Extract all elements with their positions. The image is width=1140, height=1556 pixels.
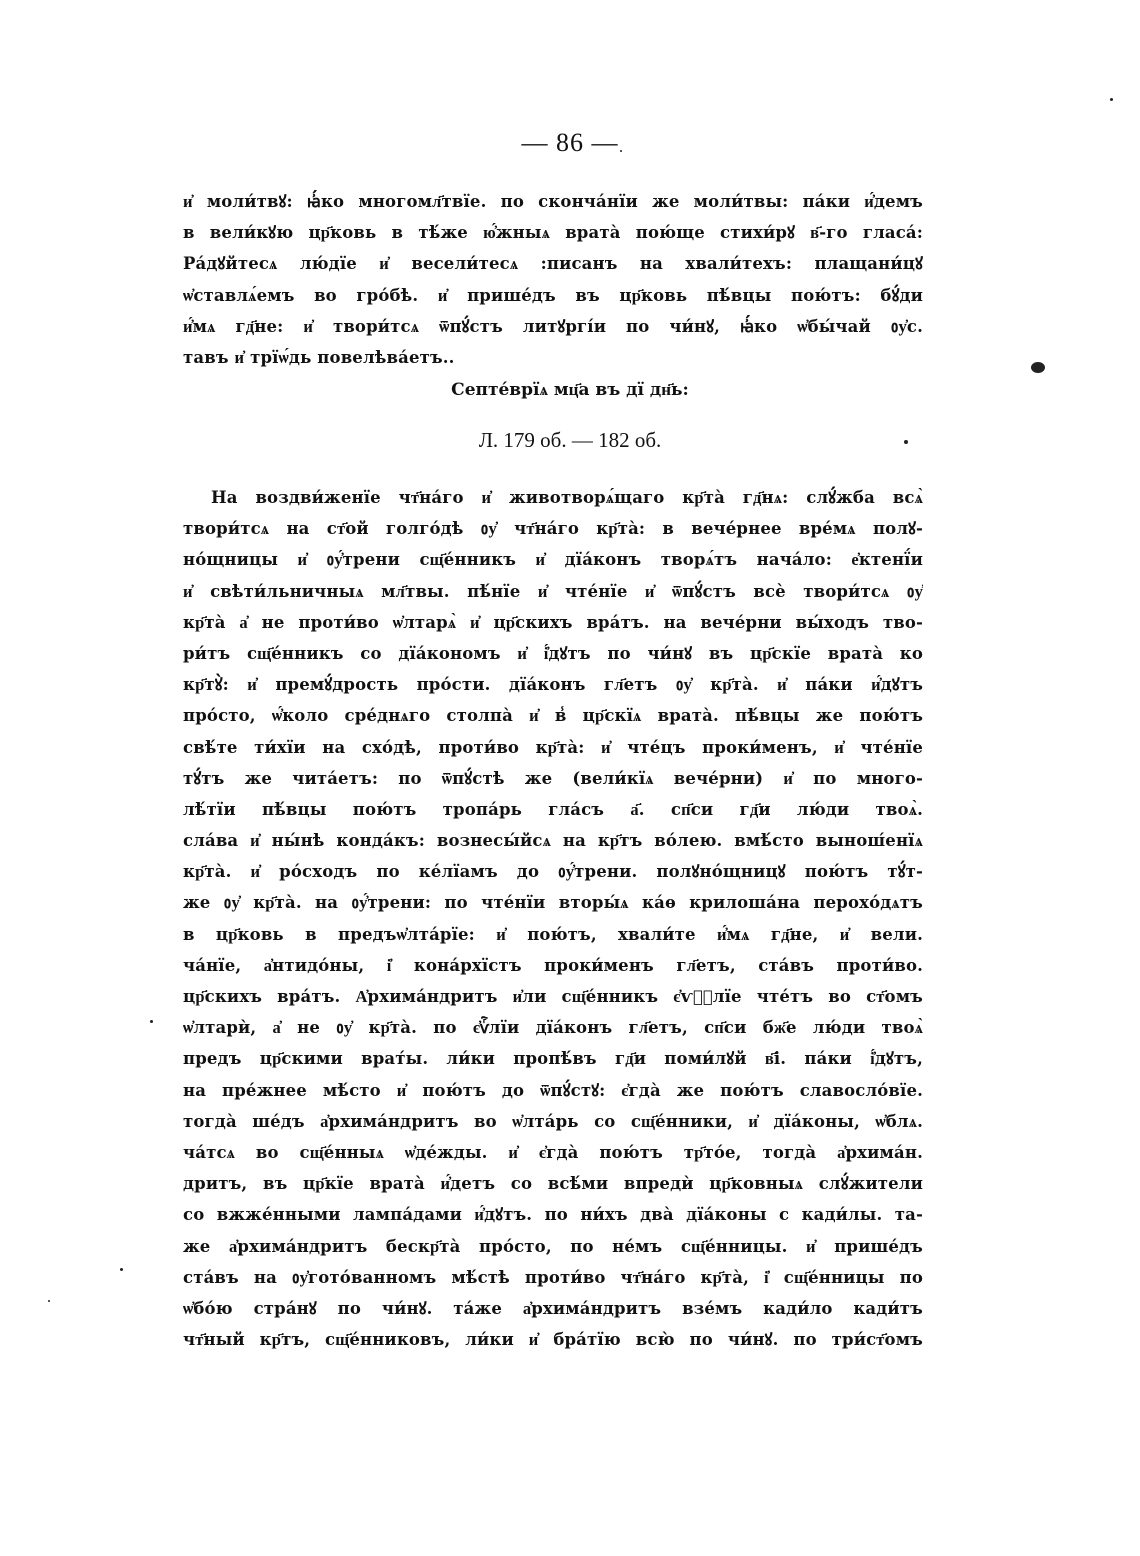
text-line: в вели́кꙋю цр҃ковь в тѣ́же ю҆́жныѧ врата̀ пою́ще стихи́рꙋ в҃-го гласа́: xyxy=(183,223,923,243)
text-line: же а҆рхима́ндритъ бескр҃та̀ про́сто, по не́мъ сщ҃е́нницы. и҆ прише́дъ xyxy=(183,1236,923,1256)
text-line: ѡ҆лтарѝ, а҆ не ᲂу҆ кр҃та̀. по є҆ѵⷢ҇лїи дїа́конъ гл҃етъ, сп҃си бж҃е лю́ди твоѧ̀ xyxy=(183,1018,923,1038)
text-line: твори́тсѧ на ст҃ой голго́дѣ ᲂу҆ чт҃на́го кр҃та̀: в вече́рнее вре́мѧ полꙋ- xyxy=(183,519,923,539)
text-line: кр҃тꙋ̀: и҆ премꙋ́дрость про́сти. дїа́конъ гл҃етъ ᲂу҆ кр҃та̀. и҆ па́ки и҆́дꙋтъ xyxy=(183,675,923,695)
text-line: кр҃та̀ а҆ не проти́во ѡ҆лтарѧ̀ и҆ цр҃скихъ вра́тъ. на вече́рни вы́ходъ тво- xyxy=(183,612,923,632)
text-line: но́щницы и҆ ᲂу҆́трени сщ҃е́нникъ и҆ дїа́конъ творѧ́тъ нача́ло: е҆ктенї́и xyxy=(183,550,923,570)
text-line: тавъ и҆ трїѡ́дь повелѣва́етъ.. xyxy=(183,347,455,367)
ink-blot xyxy=(1031,362,1045,373)
text-line: и҆́мѧ гд҃не: и҆ твори́тсѧ ѿпꙋ́стъ литꙋргі́и по чи́нꙋ, ꙗ҆́ко ѡ҆бы́чай ᲂу҆с. xyxy=(183,316,923,336)
text-line: со вжже́нными лампа́дами и҆́дꙋтъ. по ни́хъ два̀ дїа́коны с кади́лы. та- xyxy=(183,1205,923,1225)
ink-dot xyxy=(120,1268,123,1271)
text-line: ѡ҆бо́ю стра́нꙋ по чи́нꙋ. та́же а҆рхима́ндритъ взе́мъ кади́ло кади́тъ xyxy=(183,1298,923,1318)
text-line: кр҃та̀. и҆ ро́сходъ по ке́лїамъ до ᲂу҆́трени. полꙋно́щницꙋ пою́тъ тꙋ́т- xyxy=(183,862,923,882)
text-line: ста́въ на ᲂу҆гото́ванномъ мѣ́стѣ проти́во чт҃на́го кр҃та̀, і҆ сщ҃е́нницы по xyxy=(183,1267,923,1287)
text-line: На воздви́женїе чт҃на́го и҆ животворѧ́щаго кр҃та̀ гд҃нѧ: слꙋ́жба всѧ̀ xyxy=(211,488,923,507)
text-line: лѣ́тїи пѣ́вцы пою́тъ тропа́рь гла́съ а҃. сп҃си гд҃и лю́ди твоѧ̀. xyxy=(183,799,923,819)
text-line: дритъ, въ цр҃кїе врата̀ и҆́детъ со всѣ́ми впредѝ цр҃ковныѧ слꙋ́жители xyxy=(183,1174,923,1194)
text-line: ча́тсѧ во сщ҃е́нныѧ ѡ҆де́жды. и҆ є҆гда̀ пою́тъ тр҃то́е, тогда̀ а҆рхима́н. xyxy=(183,1142,923,1162)
folio-reference: Л. 179 об. — 182 об. xyxy=(478,428,662,452)
ink-dot xyxy=(48,1300,50,1302)
ink-dot xyxy=(150,1020,153,1023)
ink-dot xyxy=(620,150,622,152)
text-line: на пре́жнее мѣ́сто и҆ пою́тъ до ѿпꙋ́стꙋ: є҆гда̀ же пою́тъ славосло́вїе. xyxy=(183,1080,923,1100)
text-line: в цр҃ковь в предъѡ҆лта́рїе: и҆ пою́тъ, хвали́те и҆́мѧ гд҃не, и҆ вели. xyxy=(183,924,923,944)
ink-dot xyxy=(1110,98,1113,101)
text-line: ча́нїе, а҆нтидо́ны, і҆ кона́рхїстъ проки́менъ гл҃етъ, ста́въ проти́во. xyxy=(183,955,923,975)
paragraph-1 xyxy=(183,186,923,373)
text-line: про́сто, ѡ҆́коло сре́днѧго столпа̀ и҆ в̾ цр҃скїѧ врата̀. пѣ́вцы же пою́тъ xyxy=(183,706,923,726)
text-line: сла́ва и҆ ны́нѣ конда́къ: вознесы́йсѧ на кр҃тъ во́лею. вмѣ́сто вынош́енїѧ xyxy=(183,831,923,851)
page-number: — 86 — xyxy=(521,128,619,157)
section-heading: Септе́врїѧ мц҃а въ дї дн҃ь: xyxy=(451,380,689,400)
text-line: предъ цр҃скими врат́ы. ли́ки пропѣ́въ гд҃и поми́лꙋй в҃і. па́ки і҆́дꙋтъ, xyxy=(183,1049,923,1069)
text-line: и҆ моли́твꙋ: ꙗ҆́ко многомл҃твїе. по сконча́нїи же моли́твы: па́ки и҆́демъ xyxy=(183,192,923,211)
text-line: чт҃ный кр҃тъ, сщ҃е́нниковъ, ли́ки и҆ бра́тїю всю̀ по чи́нꙋ. по три́ст҃омъ xyxy=(183,1330,923,1350)
text-line: тꙋ́тъ же чита́етъ: по ѿпꙋ́стѣ же (вели́кїѧ вече́рни) и҆ по много- xyxy=(183,768,923,788)
paragraph-2 xyxy=(183,482,923,1355)
text-line: и҆ свѣти́льничныѧ мл҃твы. пѣ́нїе и҆ чте́нїе и҆ ѿпꙋ́стъ всѐ твори́тсѧ ᲂу҆ xyxy=(183,581,923,601)
text-line: же ᲂу҆ кр҃та̀. на ᲂу҆́трени: по чте́нїи вторы́ѧ ка́ѳ крилоша́на перохо́дѧтъ xyxy=(183,893,923,913)
text-line: тогда̀ ше́дъ а҆рхима́ндритъ во ѡ҆лта́рь со сщ҃е́нники, и҆ дїа́коны, ѡ҆блѧ. xyxy=(183,1111,923,1131)
text-line: ри́тъ сщ҃е́нникъ со дїа́кономъ и҆ і҆́дꙋтъ по чи́нꙋ въ цр҃скїе врата̀ ко xyxy=(183,643,923,663)
text-line: свѣ́те ти́хїи на схо́дѣ, проти́во кр҃та̀: и҆ чте́цъ проки́менъ, и҆ чте́нїе xyxy=(183,737,923,757)
ink-dot xyxy=(904,440,908,444)
text-line: цр҃скихъ вра́тъ. А҆рхима́ндритъ и҆ли сщ҃е́нникъ є҆ѵⷢ҇лїе чте́тъ во ст҃омъ xyxy=(183,987,923,1006)
text-line: ѡ҆ставлѧ́емъ во гро́бѣ. и҆ прише́дъ въ цр҃ковь пѣ́вцы пою́тъ: бꙋ́ди xyxy=(183,285,923,305)
text-line: Ра́дꙋйтесѧ лю́дїе и҆ весели́тесѧ :писанъ на хвали́техъ: плащани́цꙋ xyxy=(183,254,923,274)
